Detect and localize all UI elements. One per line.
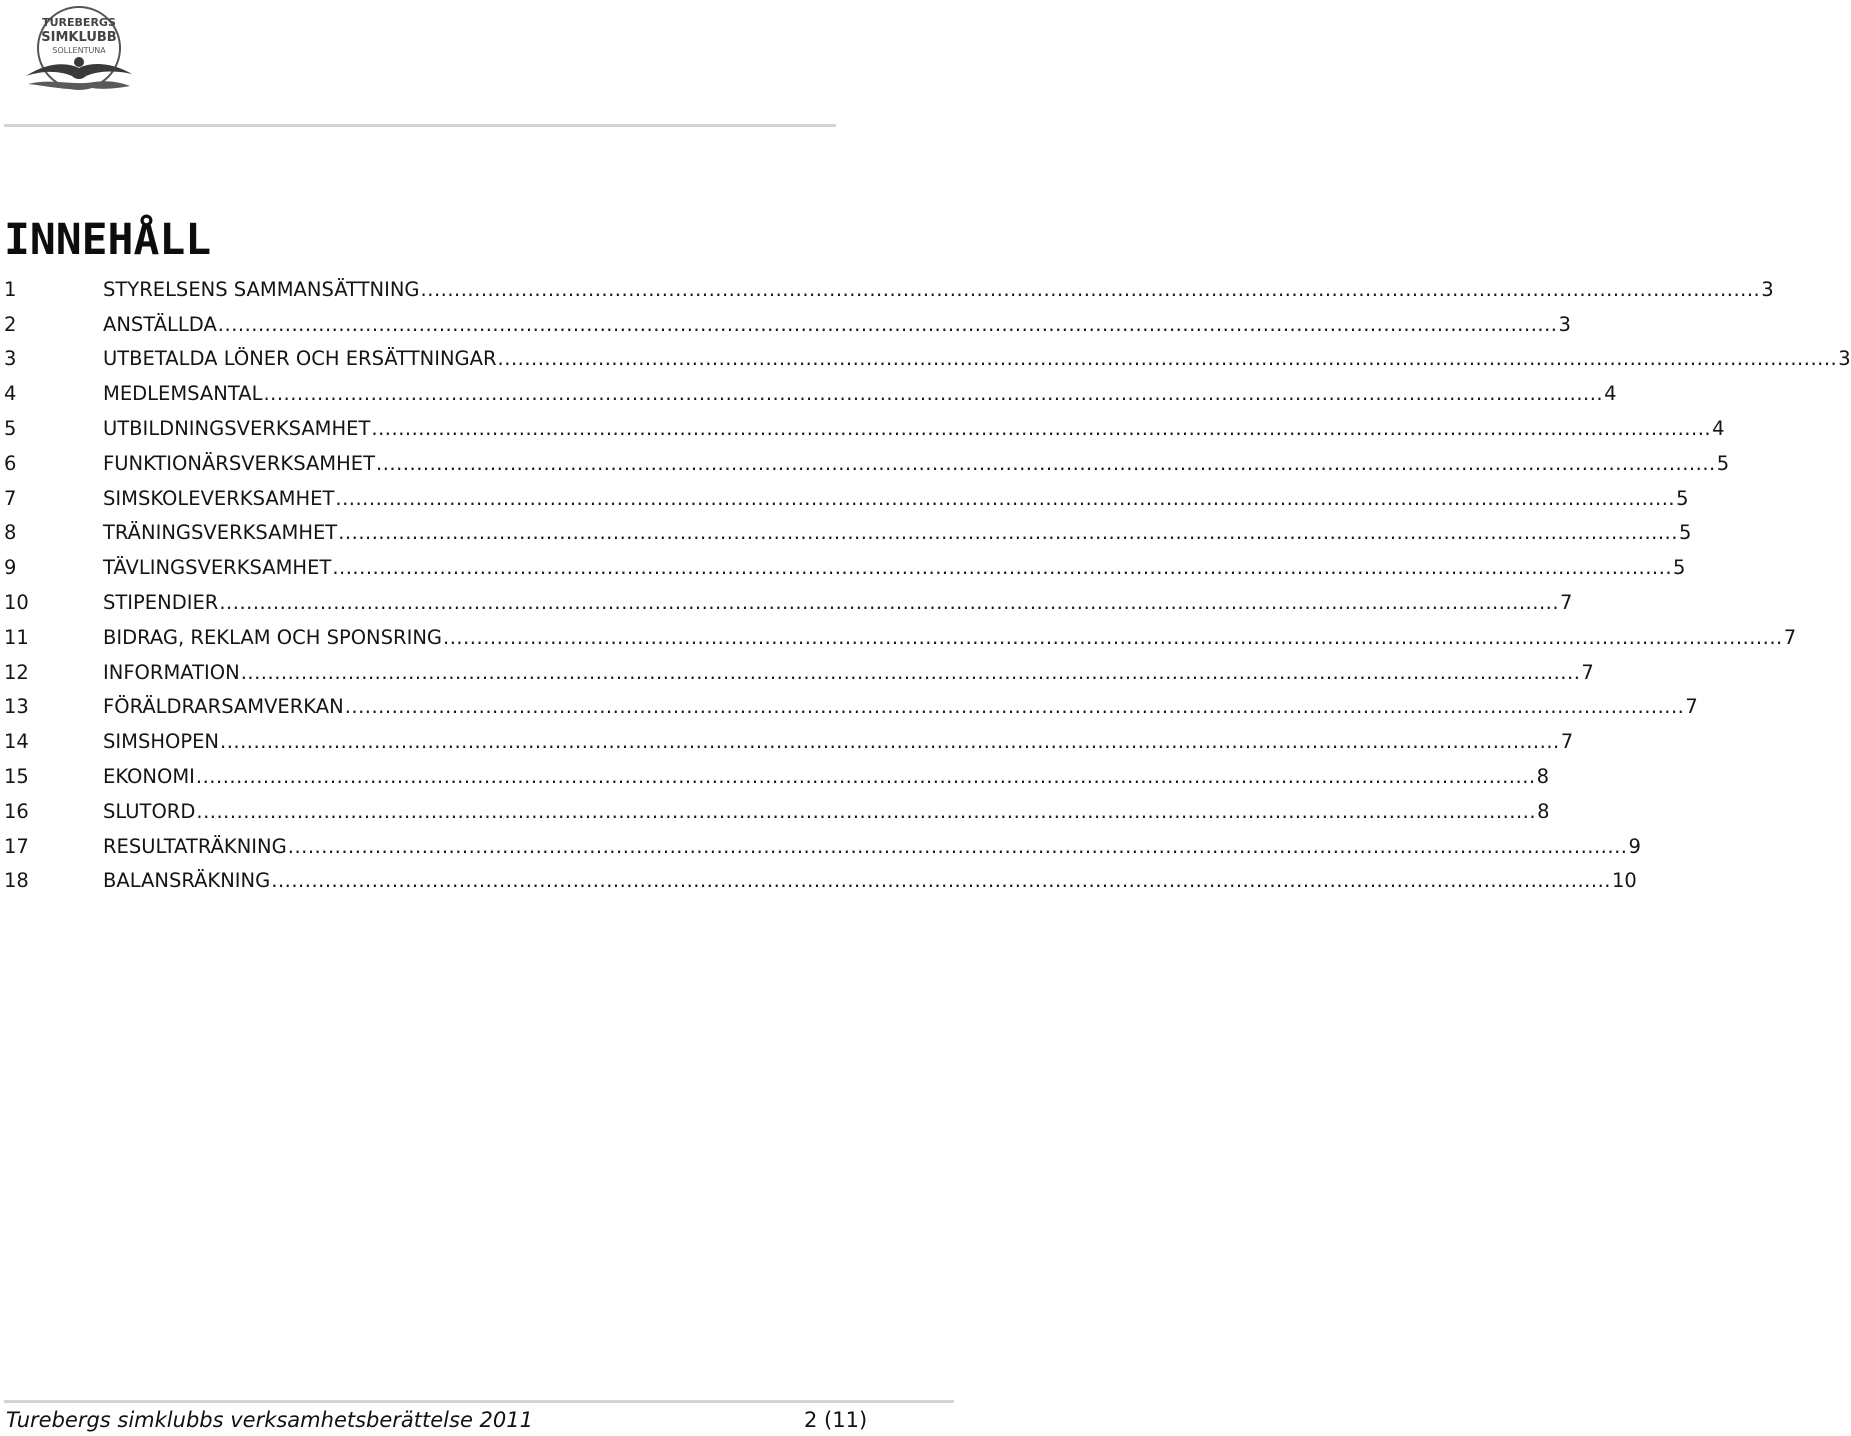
- toc-entry-page: 9: [1628, 834, 1641, 858]
- toc-entry-page: 4: [1712, 417, 1725, 441]
- toc-entry[interactable]: [4, 690, 1698, 725]
- toc-entry[interactable]: [4, 342, 1851, 377]
- toc-entry[interactable]: [4, 620, 1797, 655]
- toc-entry-title[interactable]: SLUTORD: [103, 799, 196, 823]
- toc-entry-number: 6: [4, 451, 17, 475]
- toc-entry-page: 7: [1783, 625, 1797, 649]
- toc-dot-leader: ........................................................................................................................................................................................................: [344, 695, 1685, 719]
- toc-entry-title[interactable]: FUNKTIONÄRSVERKSAMHET: [103, 451, 376, 475]
- toc-entry-page: 5: [1716, 451, 1730, 475]
- toc-entry-number: 10: [4, 591, 29, 615]
- toc-entry-number: 13: [4, 695, 29, 719]
- club-logo-emblem: [22, 4, 136, 98]
- toc-entry-title[interactable]: INFORMATION: [103, 660, 240, 684]
- toc-entry-page: 8: [1536, 765, 1550, 789]
- table-of-contents: [4, 272, 1851, 898]
- toc-entry[interactable]: [4, 446, 1730, 481]
- club-logo: [22, 4, 136, 98]
- toc-entry-number: 2: [4, 312, 17, 336]
- toc-entry-title[interactable]: UTBILDNINGSVERKSAMHET: [103, 417, 371, 441]
- toc-entry-number: 15: [4, 765, 29, 789]
- toc-entry-title[interactable]: BIDRAG, REKLAM OCH SPONSRING: [103, 625, 443, 649]
- toc-entry-number: 5: [4, 417, 17, 441]
- logo-line-1: TUREBERGS: [42, 16, 116, 29]
- toc-entry-number: 18: [4, 869, 29, 893]
- toc-dot-leader: ........................................................................................................................................................................................................: [217, 312, 1558, 336]
- toc-dot-leader: ........................................................................................................................................................................................................: [376, 451, 1716, 475]
- toc-entry-title[interactable]: SIMSHOPEN: [103, 730, 220, 754]
- toc-entry[interactable]: [4, 655, 1594, 690]
- toc-entry-page: 5: [1678, 521, 1692, 545]
- toc-entry-number: 7: [4, 486, 17, 510]
- toc-entry-page: 5: [1673, 556, 1686, 580]
- toc-entry[interactable]: [4, 585, 1573, 620]
- toc-dot-leader: ........................................................................................................................................................................................................: [338, 521, 1678, 545]
- toc-dot-leader: ........................................................................................................................................................................................................: [287, 834, 1628, 858]
- toc-entry-title[interactable]: FÖRÄLDRARSAMVERKAN: [103, 695, 344, 719]
- toc-title: INNEHÅLL: [4, 215, 212, 265]
- toc-entry[interactable]: [4, 829, 1641, 864]
- toc-dot-leader: ........................................................................................................................................................................................................: [443, 625, 1783, 649]
- footer-rule: [4, 1400, 954, 1403]
- toc-entry[interactable]: [4, 272, 1774, 307]
- footer-document-title: Turebergs simklubbs verksamhetsberättelse 2011: [6, 1408, 533, 1432]
- toc-entry[interactable]: [4, 759, 1550, 794]
- toc-entry-page: 7: [1560, 591, 1573, 615]
- toc-entry[interactable]: [4, 724, 1574, 759]
- logo-line-3: SOLLENTUNA: [52, 46, 106, 55]
- toc-entry[interactable]: [4, 481, 1689, 516]
- toc-entry-number: 3: [4, 347, 17, 371]
- toc-entry-page: 5: [1676, 486, 1689, 510]
- footer-page-number: 2 (11): [804, 1408, 868, 1432]
- toc-dot-leader: ........................................................................................................................................................................................................: [196, 799, 1537, 823]
- toc-entry-page: 7: [1685, 695, 1698, 719]
- toc-entry[interactable]: [4, 307, 1571, 342]
- toc-entry[interactable]: [4, 376, 1617, 411]
- toc-entry[interactable]: [4, 794, 1550, 829]
- toc-entry-number: 8: [4, 521, 17, 545]
- toc-entry-page: 4: [1604, 382, 1617, 406]
- toc-dot-leader: ........................................................................................................................................................................................................: [220, 730, 1560, 754]
- toc-entry-title[interactable]: ANSTÄLLDA: [103, 312, 217, 336]
- toc-dot-leader: ........................................................................................................................................................................................................: [332, 556, 1673, 580]
- toc-entry-title[interactable]: STYRELSENS SAMMANSÄTTNING: [103, 277, 420, 301]
- toc-entry-title[interactable]: EKONOMI: [103, 765, 195, 789]
- toc-entry-page: 3: [1761, 277, 1774, 301]
- toc-dot-leader: ........................................................................................................................................................................................................: [335, 486, 1676, 510]
- toc-entry-page: 7: [1560, 730, 1574, 754]
- toc-dot-leader: ........................................................................................................................................................................................................: [263, 382, 1604, 406]
- toc-entry-number: 12: [4, 660, 29, 684]
- toc-entry-title[interactable]: TRÄNINGSVERKSAMHET: [103, 521, 338, 545]
- toc-entry-page: 3: [1838, 347, 1851, 371]
- toc-entry-title[interactable]: TÄVLINGSVERKSAMHET: [103, 556, 332, 580]
- toc-entry-number: 11: [4, 625, 29, 649]
- toc-dot-leader: ........................................................................................................................................................................................................: [240, 660, 1581, 684]
- toc-dot-leader: ........................................................................................................................................................................................................: [219, 591, 1560, 615]
- toc-entry-page: 8: [1537, 799, 1550, 823]
- toc-entry-number: 4: [4, 382, 17, 406]
- toc-entry[interactable]: [4, 550, 1686, 585]
- toc-dot-leader: ........................................................................................................................................................................................................: [271, 869, 1611, 893]
- toc-entry[interactable]: [4, 411, 1725, 446]
- logo-line-2: SIMKLUBB: [41, 30, 117, 45]
- toc-dot-leader: ........................................................................................................................................................................................................: [195, 765, 1536, 789]
- swimmer-icon: [26, 57, 132, 89]
- toc-entry-number: 17: [4, 834, 29, 858]
- toc-dot-leader: ........................................................................................................................................................................................................: [497, 347, 1838, 371]
- toc-entry-title[interactable]: SIMSKOLEVERKSAMHET: [103, 486, 335, 510]
- toc-entry-page: 7: [1581, 660, 1594, 684]
- toc-entry-number: 1: [4, 277, 17, 301]
- toc-entry-title[interactable]: BALANSRÄKNING: [103, 869, 271, 893]
- toc-dot-leader: ........................................................................................................................................................................................................: [371, 417, 1712, 441]
- toc-entry-title[interactable]: UTBETALDA LÖNER OCH ERSÄTTNINGAR: [103, 347, 497, 371]
- toc-entry[interactable]: [4, 864, 1637, 899]
- toc-entry[interactable]: [4, 516, 1692, 551]
- toc-entry-number: 14: [4, 730, 29, 754]
- toc-entry-number: 16: [4, 799, 29, 823]
- toc-entry-title[interactable]: STIPENDIER: [103, 591, 219, 615]
- header-rule: [4, 124, 836, 127]
- toc-entry-number: 9: [4, 556, 17, 580]
- toc-entry-page: 10: [1611, 869, 1637, 893]
- toc-entry-title[interactable]: RESULTATRÄKNING: [103, 834, 287, 858]
- toc-entry-title[interactable]: MEDLEMSANTAL: [103, 382, 263, 406]
- toc-dot-leader: ........................................................................................................................................................................................................: [420, 277, 1761, 301]
- toc-entry-page: 3: [1558, 312, 1571, 336]
